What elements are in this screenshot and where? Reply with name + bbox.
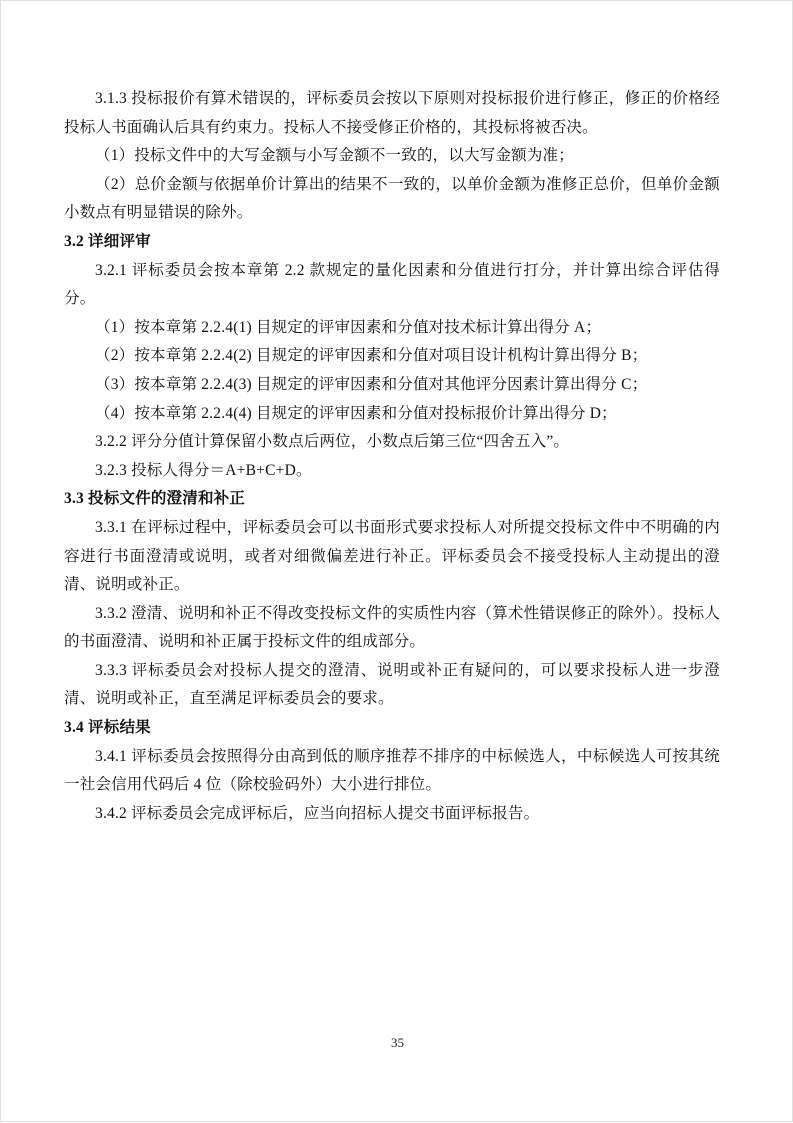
section-heading-3-3: 3.3 投标文件的澄清和补正 bbox=[64, 490, 246, 508]
paragraph-3-3-3: 3.3.3 评标委员会对投标人提交的澄清、说明或补正有疑问的，可以要求投标人进一步澄清、说明或补正，直至满足评标委员会的要求。 bbox=[64, 661, 720, 708]
paragraph-3-2-3: 3.2.3 投标人得分＝A+B+C+D。 bbox=[95, 461, 312, 479]
paragraph-3-2-2: 3.2.2 评分分值计算保留小数点后两位，小数点后第三位“四舍五入”。 bbox=[95, 433, 570, 451]
paragraph-3-4-2: 3.4.2 评标委员会完成评标后，应当向招标人提交书面评标报告。 bbox=[95, 804, 540, 822]
section-heading-3-4: 3.4 评标结果 bbox=[64, 719, 151, 737]
list-item-3-2-1-1: （1）按本章第 2.2.4(1) 目规定的评审因素和分值对技术标计算出得分 A； bbox=[95, 318, 602, 336]
paragraph-3-2-1: 3.2.1 评标委员会按本章第 2.2 款规定的量化因素和分值进行打分，并计算出综合评估得分。 bbox=[64, 261, 720, 308]
paragraph-3-3-1: 3.3.1 在评标过程中，评标委员会可以书面形式要求投标人对所提交投标文件中不明确的内容进行书面澄清或说明，或者对细微偏差进行补正。评标委员会不接受投标人主动提出的澄清、说明或补正。 bbox=[64, 518, 720, 594]
paragraph-3-4-1: 3.4.1 评标委员会按照得分由高到低的顺序推荐不排序的中标候选人，中标候选人可按其统一社会信用代码后 4 位（除校验码外）大小进行排位。 bbox=[64, 747, 720, 794]
list-item-3-2-1-3: （3）按本章第 2.2.4(3) 目规定的评审因素和分值对其他评分因素计算出得分 C； bbox=[95, 375, 648, 393]
paragraph-3-1-3: 3.1.3 投标报价有算术错误的，评标委员会按以下原则对投标报价进行修正，修正的价格经投标人书面确认后具有约束力。投标人不接受修正价格的，其投标将被否决。 bbox=[64, 90, 720, 136]
section-heading-3-2: 3.2 详细评审 bbox=[64, 232, 151, 250]
paragraph-3-3-2: 3.3.2 澄清、说明和补正不得改变投标文件的实质性内容（算术性错误修正的除外）。投标人的书面澄清、说明和补正属于投标文件的组成部分。 bbox=[64, 604, 720, 651]
list-item-3-2-1-2: （2）按本章第 2.2.4(2) 目规定的评审因素和分值对项目设计机构计算出得分 B； bbox=[95, 347, 648, 365]
list-item-3-2-1-4: （4）按本章第 2.2.4(4) 目规定的评审因素和分值对投标报价计算出得分 D； bbox=[95, 404, 617, 422]
page bbox=[1, 1, 793, 1123]
page-number: 35 bbox=[391, 1035, 404, 1050]
document-body bbox=[64, 85, 720, 828]
list-item-2: （2）总价金额与依据单价计算出的结果不一致的，以单价金额为准修正总价，但单价金额小数点有明显错误的除外。 bbox=[64, 175, 720, 222]
list-item-1: （1）投标文件中的大写金额与小写金额不一致的，以大写金额为准； bbox=[95, 147, 574, 165]
